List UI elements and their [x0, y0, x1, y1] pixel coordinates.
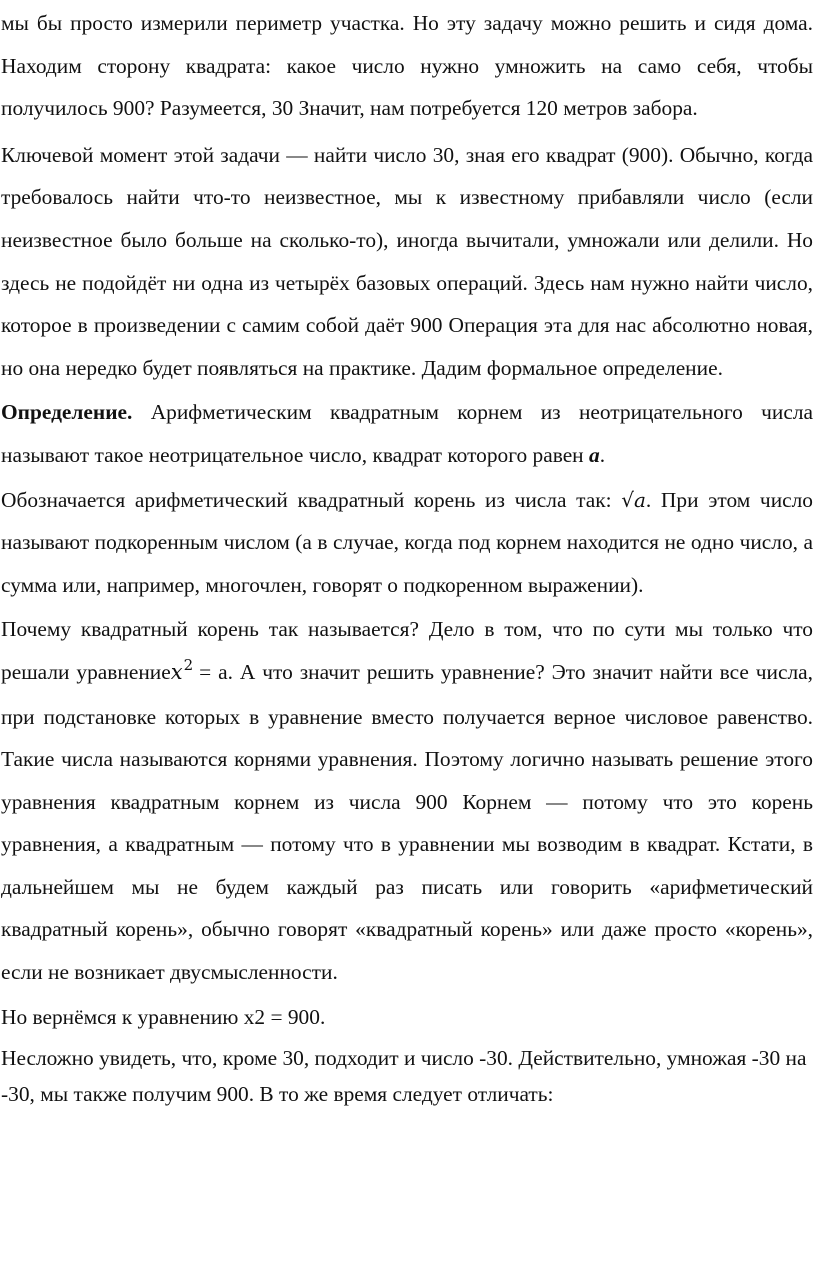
- notation-text-before: Обозначается арифметический квадратный корень из числа так:: [1, 487, 622, 512]
- paragraph-notation: [1, 479, 813, 607]
- definition-variable: a: [588, 442, 600, 467]
- paragraph-return-equation: Но вернёмся к уравнению х2 = 900.: [1, 1004, 326, 1029]
- definition-term: Определение.: [1, 400, 133, 425]
- equation-variable: x: [170, 659, 183, 684]
- why-root-text-after: = а. А что значит решить уравнение? Это значит найти все числа, при подстановке которых в уравнение вместо получается верное числовое равенство. Такие числа называются корнями уравнения. Поэтому логично называть решение этого уравнения квадратным корнем из числа 900 Корнем — потому что это корень уравнения, а квадратным — потому что в уравнении мы возводим в квадрат. Кстати, в дальнейшем мы не будем каждый раз писать или говорить «арифметический квадратный корень», обычно говорят «квадратный корень» или даже просто «корень», если не возникает двусмысленности.: [1, 659, 813, 985]
- why-root-text-before: Почему квадратный корень так называется? Дело в том, что по сути мы только что решали уравнение: [1, 617, 813, 684]
- paragraph-fence-perimeter: мы бы просто измерили периметр участка. Но эту задачу можно решить и сидя дома. Находим сторону квадрата: какое число нужно умножить на само себя, чтобы получилось 900? Разумеется, 30 Значит, нам потребуется 120 метров забора.: [1, 11, 813, 121]
- paragraph-key-moment: Ключевой момент этой задачи — найти число 30, зная его квадрат (900). Обычно, когда требовалось найти что-то неизвестное, мы к известному прибавляли число (если неизвестное было больше на сколько-то), иногда вычитали, умножали или делили. Но здесь не подойдёт ни одна из четырёх базовых операций. Здесь нам нужно найти число, которое в произведении с самим собой даёт 900 Операция эта для нас абсолютно новая, но она нередко будет появляться на практике. Дадим формальное определение.: [1, 142, 813, 380]
- notation-text-after: . При этом число называют подкоренным числом (а в случае, когда под корнем находится не одно число, а сумма или, например, многочлен, говорят о подкоренном выражении).: [1, 487, 813, 597]
- sqrt-formula: √a: [621, 487, 646, 512]
- paragraph-why-root: [1, 608, 813, 993]
- paragraph-negative-root: Несложно увидеть, что, кроме 30, подходит и число -30. Действительно, умножая -30 на -30, мы также получим 900. В то же время следует отличать:: [1, 1046, 807, 1107]
- equation-exponent: 2: [183, 655, 194, 674]
- definition-text: Арифметическим квадратным корнем из неотрицательного числа называют такое неотрицательное число, квадрат которого равен: [1, 400, 813, 467]
- definition-end: .: [599, 442, 606, 467]
- paragraph-definition: [1, 391, 813, 476]
